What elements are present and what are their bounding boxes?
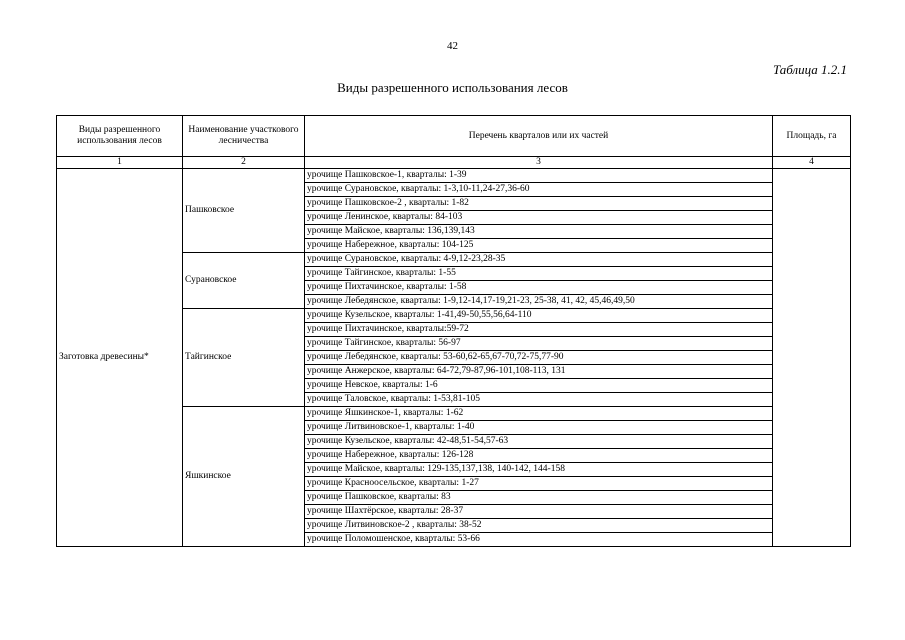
quarters-cell: урочище Лебедянское, кварталы: 53-60,62-65,67-70,72-75,77-90: [305, 351, 773, 365]
quarters-cell: урочище Анжерское, кварталы: 64-72,79-87,96-101,108-113, 131: [305, 365, 773, 379]
document-title: Виды разрешенного использования лесов: [337, 80, 568, 95]
land-use-table: [56, 115, 851, 547]
header-area: Площадь, га: [773, 116, 851, 157]
quarters-cell: урочище Красноосельское, кварталы: 1-27: [305, 477, 773, 491]
column-number: 1: [57, 157, 183, 169]
quarters-cell: урочище Пихтачинское, кварталы: 1-58: [305, 281, 773, 295]
forestry-cell: Пашковское: [183, 169, 305, 253]
forestry-cell: Яшкинское: [183, 407, 305, 547]
quarters-cell: урочище Пихтачинское, кварталы:59-72: [305, 323, 773, 337]
quarters-cell: урочище Яшкинское-1, кварталы: 1-62: [305, 407, 773, 421]
quarters-cell: урочище Литвиновское-1, кварталы: 1-40: [305, 421, 773, 435]
table-row: [57, 169, 851, 183]
quarters-cell: урочище Пашковское-2 , кварталы: 1-82: [305, 197, 773, 211]
table-label: Таблица 1.2.1: [772, 62, 847, 77]
quarters-cell: урочище Невское, кварталы: 1-6: [305, 379, 773, 393]
column-number: 4: [773, 157, 851, 169]
quarters-cell: урочище Сурановское, кварталы: 1-3,10-11,24-27,36-60: [305, 183, 773, 197]
quarters-cell: урочище Набережное, кварталы: 104-125: [305, 239, 773, 253]
quarters-cell: урочище Сурановское, кварталы: 4-9,12-23,28-35: [305, 253, 773, 267]
quarters-cell: урочище Майское, кварталы: 129-135,137,138, 140-142, 144-158: [305, 463, 773, 477]
quarters-cell: урочище Пашковское, кварталы: 83: [305, 491, 773, 505]
header-use: Виды разрешенного использования лесов: [57, 116, 183, 157]
quarters-cell: урочище Кузельское, кварталы: 42-48,51-54,57-63: [305, 435, 773, 449]
quarters-cell: урочище Пашковское-1, кварталы: 1-39: [305, 169, 773, 183]
quarters-cell: урочище Набережное, кварталы: 126-128: [305, 449, 773, 463]
quarters-cell: урочище Литвиновское-2 , кварталы: 38-52: [305, 519, 773, 533]
use-type-cell: Заготовка древесины*: [57, 169, 183, 547]
quarters-cell: урочище Кузельское, кварталы: 1-41,49-50,55,56,64-110: [305, 309, 773, 323]
quarters-cell: урочище Тайгинское, кварталы: 56-97: [305, 337, 773, 351]
table-body: [57, 169, 851, 547]
column-number: 2: [183, 157, 305, 169]
header-quarters: Перечень кварталов или их частей: [305, 116, 773, 157]
quarters-cell: урочище Таловское, кварталы: 1-53,81-105: [305, 393, 773, 407]
quarters-cell: урочище Поломошенское, кварталы: 53-66: [305, 533, 773, 547]
quarters-cell: урочище Шахтёрское, кварталы: 28-37: [305, 505, 773, 519]
header-forestry: Наименование участкового лесничества: [183, 116, 305, 157]
quarters-cell: урочище Майское, кварталы: 136,139,143: [305, 225, 773, 239]
quarters-cell: урочище Лебедянское, кварталы: 1-9,12-14,17-19,21-23, 25-38, 41, 42, 45,46,49,50: [305, 295, 773, 309]
column-number: 3: [305, 157, 773, 169]
quarters-cell: урочище Ленинское, кварталы: 84-103: [305, 211, 773, 225]
forestry-cell: Сурановское: [183, 253, 305, 309]
page-number: 42: [447, 40, 458, 52]
forestry-cell: Тайгинское: [183, 309, 305, 407]
area-cell: [773, 169, 851, 547]
quarters-cell: урочище Тайгинское, кварталы: 1-55: [305, 267, 773, 281]
